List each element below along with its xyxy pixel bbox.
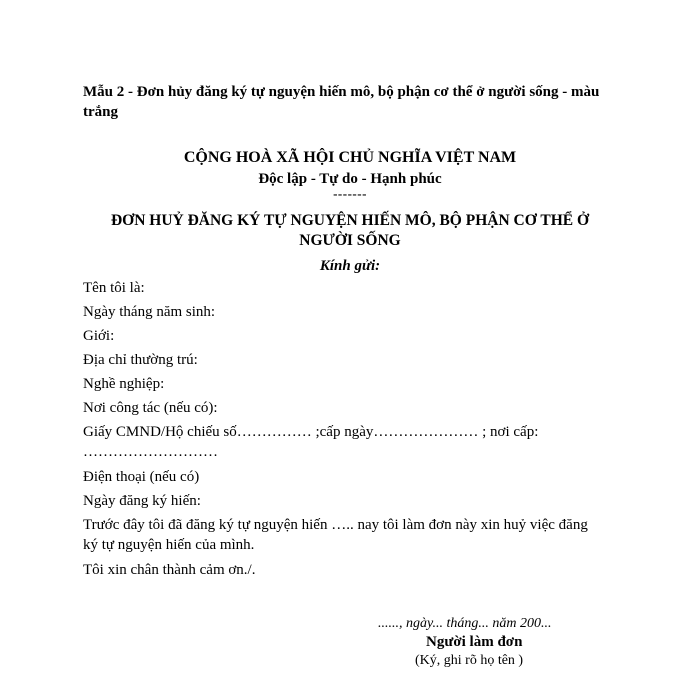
signer-label: Người làm đơn [426,634,523,650]
signature-date-line: ......, ngày... tháng... năm 200... [378,616,552,631]
field-workplace: Nơi công tác (nếu có): [83,400,218,416]
form-template-note: Mẫu 2 - Đơn hủy đăng ký tự nguyện hiến mô, bộ phận cơ thể ở người sống - màu trắng [83,84,600,120]
heading-separator: ------- [333,186,367,201]
signature-instruction: (Ký, ghi rõ họ tên ) [415,653,524,668]
field-occupation: Nghề nghiệp: [83,376,165,392]
country-name-heading: CỘNG HOÀ XÃ HỘI CHỦ NGHĨA VIỆT NAM [183,149,517,166]
field-name: Tên tôi là: [83,280,145,296]
field-id-card: Giấy CMND/Hộ chiếu số…………… ;cấp ngày………………… ; nơi cấp: ……………………… [83,424,539,460]
salutation: Kính gửi: [319,258,381,274]
cancellation-statement: Trước đây tôi đã đăng ký tự nguyện hiến ….. nay tôi làm đơn này xin huỷ việc đăng ký tự nguyện hiến của mình. [83,517,588,553]
field-gender: Giới: [83,328,115,344]
field-phone: Điện thoại (nếu có) [83,469,200,485]
field-date-of-birth: Ngày tháng năm sinh: [83,304,216,320]
form-fields [83,278,603,584]
thanks-line: Tôi xin chân thành cảm ơn./. [83,562,256,578]
document-title: ĐƠN HUỶ ĐĂNG KÝ TỰ NGUYỆN HIẾN MÔ, BỘ PHẬN CƠ THỂ Ở NGƯỜI SỐNG [110,212,590,249]
field-registration-date: Ngày đăng ký hiến: [83,493,201,509]
national-motto: Độc lập - Tự do - Hạnh phúc [258,171,442,187]
field-permanent-address: Địa chỉ thường trú: [83,352,198,368]
